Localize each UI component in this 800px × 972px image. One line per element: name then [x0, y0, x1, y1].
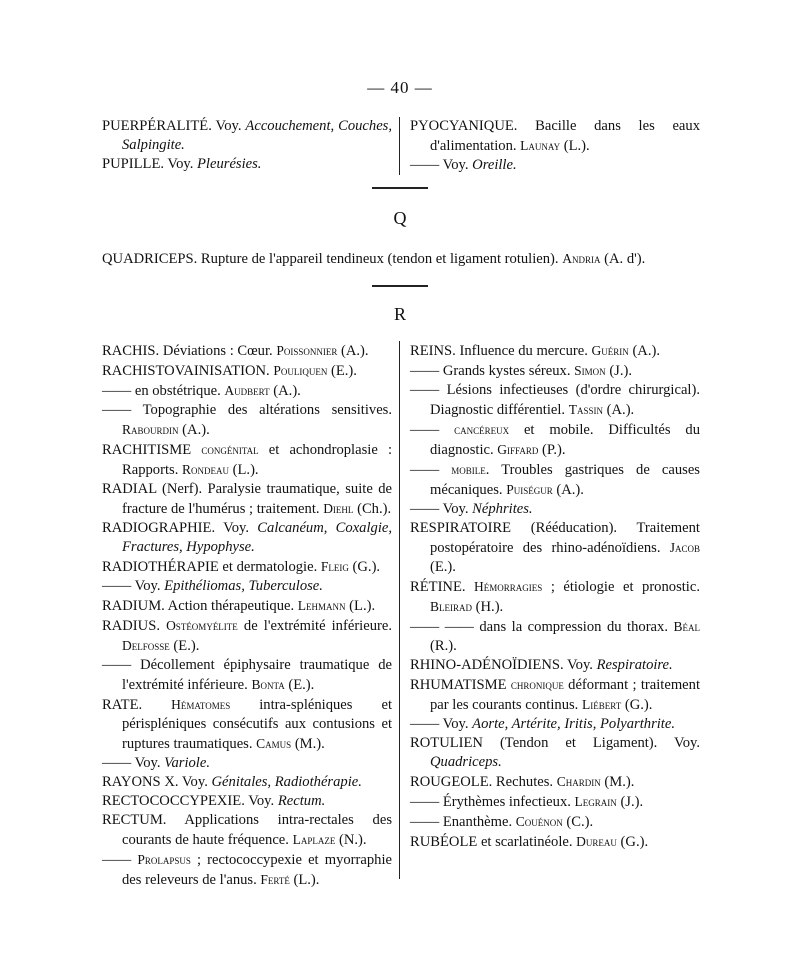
index-entry [102, 361, 392, 381]
author-name: mobile [451, 462, 486, 477]
entry-text: RHUMATISME [410, 677, 511, 693]
right-index-column [410, 341, 700, 852]
index-entry [102, 557, 392, 577]
top-left-column [102, 117, 392, 174]
author-name: Audbert [224, 383, 270, 398]
entry-text: (J.). [605, 363, 633, 379]
entry-text: RADIAL (Nerf). Paralysie traumatique, suite de fracture de l'humérus ; traitement. [102, 481, 392, 517]
column-divider [399, 341, 400, 879]
section-divider-q [372, 187, 428, 189]
entry-text: de l'extrémité inférieure. [237, 618, 392, 634]
author-name: Giffard [497, 442, 539, 457]
author-name: Andria [562, 251, 601, 266]
entry-text: (E.). [284, 677, 315, 693]
entry-text: REINS. Influence du mercure. [410, 343, 592, 359]
entry-text: (L.). [345, 598, 376, 614]
entry-text: (E.). [327, 363, 357, 379]
author-name: Guérin [591, 343, 629, 358]
entry-text: RECTUM. Applications intra-rectales des courants de haute fréquence. [102, 812, 392, 848]
entry-reference: Epithéliomas, Tuberculose. [164, 578, 323, 594]
author-name: Delfosse [122, 638, 170, 653]
entry-reference: Génitales, Radiothérapie. [211, 774, 362, 790]
author-name: Lehmann [297, 598, 346, 613]
entry-text: PYOCYANIQUE. Bacille dans les eaux d'alimentation. [410, 118, 700, 154]
author-name: Tassin [568, 402, 603, 417]
entry-text: —— —— dans la compression du thorax. [410, 619, 674, 635]
entry-text: ROTULIEN (Tendon et Ligament). Voy. [410, 735, 700, 751]
index-entry [410, 381, 700, 420]
author-name: Dureau [576, 834, 617, 849]
entry-text: (M.). [291, 736, 325, 752]
index-entry [102, 792, 392, 811]
index-entry [102, 596, 392, 616]
top-right-column [410, 117, 700, 175]
author-name: Laplaze [292, 832, 336, 847]
author-name: Bonta [251, 677, 285, 692]
entry-reference: Aorte, Artérite, Iritis, Polyarthrite. [472, 716, 675, 732]
index-entry [410, 715, 700, 734]
index-entry [102, 155, 392, 174]
entry-text: RACHITISME [102, 442, 202, 458]
author-name: chronique [510, 677, 564, 692]
index-entry [102, 440, 392, 480]
entry-text: ; étiologie et pronostic. [542, 579, 700, 595]
entry-reference: Rectum. [277, 793, 326, 809]
author-name: Béal [673, 619, 700, 634]
entry-text: (P.). [538, 442, 566, 458]
entry-text: —— [410, 462, 452, 478]
author-name: Fleig [320, 559, 349, 574]
entry-text: et mobile. Difficultés du diagnostic. [430, 422, 700, 458]
author-name: Simon [574, 363, 606, 378]
index-entry [410, 460, 700, 500]
author-name: cancéreux [454, 422, 510, 437]
entry-reference: Pleurésies. [197, 156, 262, 172]
index-entry [410, 675, 700, 715]
index-entry [410, 772, 700, 792]
index-entry [410, 617, 700, 656]
top-column-divider [399, 117, 400, 175]
entry-text: (E.). [430, 559, 456, 575]
index-entry [410, 341, 700, 361]
entry-text: ROUGEOLE. Rechutes. [410, 774, 557, 790]
left-index-column [102, 341, 392, 890]
author-name: Puiségur [506, 482, 553, 497]
entry-text: —— Topographie des altérations sensitives. [102, 402, 392, 418]
author-name: Poissonnier [276, 343, 338, 358]
index-entry [410, 500, 700, 519]
index-entry [102, 341, 392, 361]
entry-text: (G.). [348, 559, 381, 575]
entry-text: RECTOCOCCYPEXIE. Voy. [102, 793, 278, 809]
entry-text: RATE. [102, 697, 172, 713]
entry-text: . Troubles gastriques de causes mécaniques. [430, 462, 700, 498]
author-name: Pouliquen [273, 363, 328, 378]
page-number: — 40 — [367, 78, 433, 97]
index-entry [410, 656, 700, 675]
entry-text: (L.). [560, 138, 590, 154]
author-name: Jacob [669, 540, 700, 555]
entry-text: (A.). [337, 343, 369, 359]
author-name: Rabourdin [122, 422, 179, 437]
entry-text: —— [410, 422, 455, 438]
entry-text: —— Grands kystes séreux. [410, 363, 575, 379]
entry-text: —— Voy. [410, 716, 473, 732]
entry-text: (A. d'). [600, 251, 646, 267]
entry-text: ; rectococcypexie et myorraphie des releveurs de l'anus. [122, 852, 392, 888]
entry-text: —— en obstétrique. [102, 383, 225, 399]
section-letter-r: R [393, 304, 406, 324]
section-letter-q: Q [393, 208, 407, 228]
author-name: Ostéomyélite [166, 618, 238, 633]
entry-text: —— Érythèmes infectieux. [410, 794, 575, 810]
entry-text: —— Voy. [102, 755, 165, 771]
entry-text: RADIUS. [102, 618, 167, 634]
index-entry [102, 754, 392, 773]
entry-text: (A.). [603, 402, 635, 418]
index-entry [410, 577, 700, 617]
entry-reference: Respiratoire. [596, 657, 673, 673]
entry-text: —— Voy. [102, 578, 165, 594]
entry-text: (Ch.). [353, 501, 392, 517]
entry-reference: Accouchement, Couches, Salpingite. [122, 118, 392, 153]
index-entry [410, 420, 700, 460]
author-name: Chardin [556, 774, 601, 789]
entry-text: (N.). [335, 832, 367, 848]
author-name: Prolapsus [137, 852, 191, 867]
index-entry [102, 480, 392, 519]
entry-text: PUERPÉRALITÉ. Voy. [102, 118, 246, 134]
author-name: Launay [520, 138, 561, 153]
author-name: Couénon [515, 814, 563, 829]
author-name: Ferté [260, 872, 290, 887]
index-entry [102, 381, 392, 401]
entry-text: (J.). [616, 794, 644, 810]
entry-text: RUBÉOLE et scarlatinéole. [410, 834, 577, 850]
entry-text: (C.). [562, 814, 594, 830]
index-entry [102, 773, 392, 792]
entry-reference: Oreille. [472, 157, 517, 173]
entry-reference: Néphrites. [472, 501, 533, 517]
entry-text: (A.). [269, 383, 301, 399]
entry-text: (H.). [472, 599, 504, 615]
index-entry [410, 361, 700, 381]
entry-text: —— [102, 852, 138, 868]
entry-text: et achondroplasie : Rapports. [122, 442, 392, 478]
index-entry [102, 695, 392, 754]
index-entry [102, 850, 392, 890]
entry-text: RADIOGRAPHIE. Voy. [102, 520, 258, 536]
entry-text: (L.). [289, 872, 320, 888]
entry-text: —— Décollement épiphysaire traumatique de l'extrémité inférieure. [102, 657, 392, 693]
index-entry [410, 812, 700, 832]
index-entry [410, 117, 700, 156]
entry-text: RACHISTOVAINISATION. [102, 363, 274, 379]
entry-text: RADIUM. Action thérapeutique. [102, 598, 298, 614]
index-entry [102, 519, 392, 557]
index-entry [410, 792, 700, 812]
entry-text: (E.). [169, 638, 200, 654]
index-entry [410, 519, 700, 577]
entry-text: (A.). [178, 422, 210, 438]
entry-text: —— Lésions infectieuses (d'ordre chirurgical). Diagnostic différentiel. [410, 382, 700, 418]
index-entry [102, 577, 392, 596]
entry-text: (R.). [430, 638, 457, 654]
entry-text: (A.). [552, 482, 584, 498]
entry-text: RÉTINE. [410, 579, 475, 595]
author-name: Bleirad [430, 599, 472, 614]
author-name: Hémorragies [474, 579, 543, 594]
entry-text: RESPIRATOIRE (Rééducation). Traitement postopératoire des rhino-adénoïdiens. [410, 520, 700, 556]
author-name: Legrain [574, 794, 617, 809]
entry-text: intra-spléniques et périspléniques consécutifs aux contusions et ruptures traumatiques. [122, 697, 392, 752]
entry-reference: Quadriceps. [430, 754, 502, 770]
entry-text: RHINO-ADÉNOÏDIENS. Voy. [410, 657, 597, 673]
section-divider-r [372, 285, 428, 287]
entry-text: RADIOTHÉRAPIE et dermatologie. [102, 559, 321, 575]
entry-text: —— Voy. [410, 157, 473, 173]
entry-text: (M.). [600, 774, 635, 790]
entry-text: —— Voy. [410, 501, 473, 517]
author-name: Camus [256, 736, 292, 751]
entry-text: (L.). [229, 462, 259, 478]
entry-text: (G.). [621, 697, 653, 713]
index-entry [102, 616, 392, 656]
index-entry [410, 734, 700, 772]
index-entry [102, 401, 392, 440]
entry-text: déformant ; traitement par les courants continus. [430, 677, 700, 713]
entry-reference: Calcanéum, Coxalgie, Fractures, Hypophyse. [122, 520, 392, 555]
author-name: Liébert [581, 697, 622, 712]
index-entry [102, 117, 392, 155]
author-name: Diehl [323, 501, 354, 516]
q-entry [102, 249, 702, 269]
author-name: congénital [201, 442, 259, 457]
author-name: Hématomes [171, 697, 231, 712]
entry-text: (A.). [628, 343, 661, 359]
author-name: Rondeau [182, 462, 229, 477]
index-entry [102, 656, 392, 695]
entry-text: —— Enanthème. [410, 814, 516, 830]
entry-text: PUPILLE. Voy. [102, 156, 198, 172]
entry-reference: Variole. [164, 755, 210, 771]
entry-text: RAYONS X. Voy. [102, 774, 212, 790]
index-entry [410, 156, 700, 175]
entry-text: (G.). [616, 834, 649, 850]
index-entry [102, 811, 392, 850]
index-entry [410, 832, 700, 852]
entry-text: RACHIS. Déviations : Cœur. [102, 343, 277, 359]
entry-text: QUADRICEPS. Rupture de l'appareil tendineux (tendon et ligament rotulien). [102, 251, 563, 267]
